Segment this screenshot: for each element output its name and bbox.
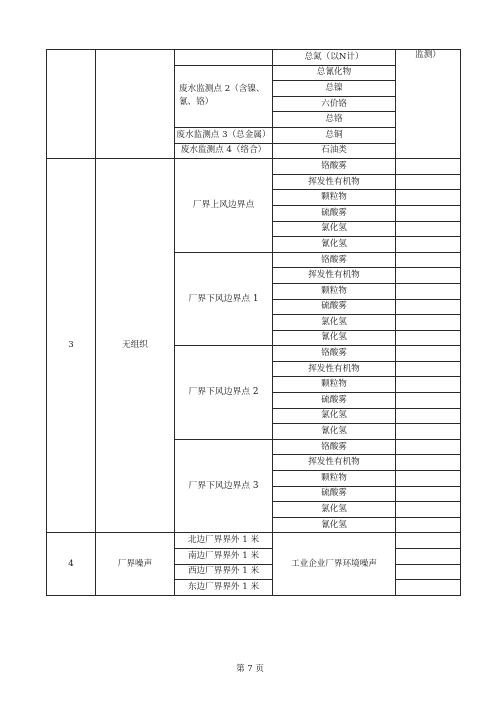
item-cell: 挥发性有机物 [273,455,396,471]
frequency-cell [396,221,461,237]
item-cell: 氯化氢 [273,408,396,424]
point-cell: 南边厂界界外 1 米 [175,549,273,565]
frequency-cell [396,471,461,487]
item-cell: 颗粒物 [273,377,396,393]
item-cell: 铬酸雾 [273,252,396,268]
item-cell: 氰化氢 [273,237,396,253]
frequency-cell [396,190,461,206]
frequency-cell [396,564,461,580]
table-row [47,50,461,66]
no-cell: 3 [47,159,96,533]
point-cell: 废水监测点 2（含镍、氰、铬） [175,65,273,127]
point-cell: 厂界下风边界点 1 [175,252,273,346]
point-cell: 西边厂界界外 1 米 [175,564,273,580]
item-cell: 总铜 [273,127,396,143]
frequency-cell [396,299,461,315]
frequency-cell [396,346,461,362]
frequency-text: 监测） [415,50,441,60]
table-row [47,533,461,549]
frequency-cell [396,330,461,346]
item-cell: 氯化氢 [273,502,396,518]
frequency-cell [396,237,461,253]
point-cell: 废水监测点 4（络合） [175,143,273,159]
point-cell [175,50,273,66]
frequency-cell [396,174,461,190]
item-cell: 六价铬 [273,96,396,112]
item-cell: 颗粒物 [273,190,396,206]
item-cell: 氰化氢 [273,330,396,346]
item-cell: 总铬 [273,112,396,128]
item-cell: 总氰化物 [273,65,396,81]
item-cell: 挥发性有机物 [273,174,396,190]
frequency-cell [396,268,461,284]
point-cell: 厂界上风边界点 [175,159,273,253]
monitoring-table [46,49,461,596]
no-cell: 4 [47,533,96,595]
type-cell [96,50,175,159]
frequency-cell [396,50,461,159]
item-cell: 氯化氢 [273,221,396,237]
no-cell [47,50,96,159]
point-cell: 废水监测点 3（总金属） [175,127,273,143]
frequency-cell [396,502,461,518]
frequency-cell [396,580,461,596]
frequency-cell [396,517,461,533]
item-cell: 氯化氢 [273,315,396,331]
item-cell: 工业企业厂界环境噪声 [273,533,396,595]
point-cell: 北边厂界界外 1 米 [175,533,273,549]
frequency-cell [396,439,461,455]
point-cell: 厂界下风边界点 3 [175,439,273,533]
item-cell: 铬酸雾 [273,439,396,455]
frequency-cell [396,283,461,299]
frequency-cell [396,159,461,175]
item-cell: 颗粒物 [273,471,396,487]
item-cell: 铬酸雾 [273,159,396,175]
item-cell: 氰化氢 [273,424,396,440]
frequency-cell [396,205,461,221]
frequency-cell [396,486,461,502]
item-cell: 铬酸雾 [273,346,396,362]
frequency-cell [396,315,461,331]
frequency-cell [396,252,461,268]
table-row [47,159,461,175]
item-cell: 石油类 [273,143,396,159]
item-cell: 挥发性有机物 [273,268,396,284]
item-cell: 硫酸雾 [273,205,396,221]
item-cell: 颗粒物 [273,283,396,299]
page-number: 第 7 页 [236,664,264,674]
item-cell: 挥发性有机物 [273,361,396,377]
frequency-cell [396,361,461,377]
item-cell: 硫酸雾 [273,299,396,315]
frequency-cell [396,393,461,409]
frequency-cell [396,455,461,471]
item-cell: 氰化氢 [273,517,396,533]
frequency-cell [396,408,461,424]
type-cell: 无组织 [96,159,175,533]
item-cell: 总氮（以N计） [273,50,396,66]
item-cell: 总镍 [273,81,396,97]
frequency-cell [396,549,461,565]
frequency-cell [396,424,461,440]
frequency-cell [396,377,461,393]
item-cell: 硫酸雾 [273,486,396,502]
frequency-cell [396,533,461,549]
item-cell: 硫酸雾 [273,393,396,409]
point-cell: 厂界下风边界点 2 [175,346,273,440]
type-cell: 厂界噪声 [96,533,175,595]
point-cell: 东边厂界界外 1 米 [175,580,273,596]
